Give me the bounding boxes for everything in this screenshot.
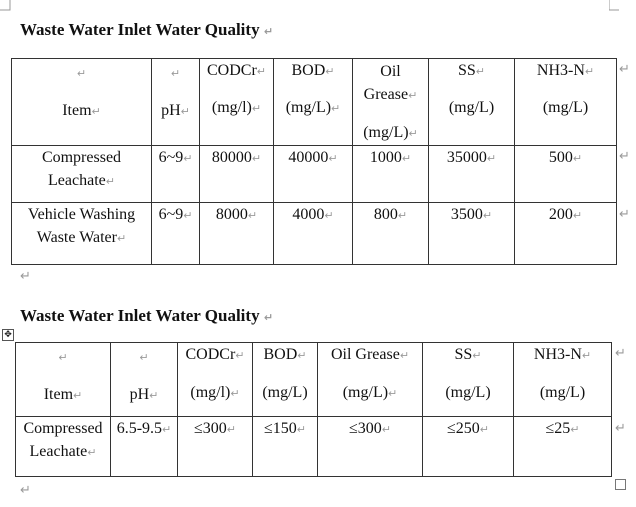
row1-item-cell[interactable] — [12, 146, 152, 203]
header-oil-grease-label: Oil Grease — [330, 346, 400, 363]
header-bod-cell[interactable] — [253, 343, 318, 417]
header-ss-cell[interactable] — [429, 59, 515, 146]
header-oil-label: Oil — [380, 63, 401, 80]
paragraph-mark: ↵ — [399, 349, 410, 362]
paragraph-mark: ↵ — [256, 65, 266, 78]
paragraph-mark: ↵ — [116, 232, 127, 245]
header-ph-label: pH — [161, 102, 181, 119]
row-end-mark: ↵ — [615, 346, 626, 361]
paragraph-mark: ↵ — [251, 152, 262, 165]
row1-oil-cell[interactable] — [353, 146, 429, 203]
paragraph-mark: ↵ — [162, 423, 172, 436]
row2-nh3-value: 200 — [548, 206, 573, 223]
paragraph-mark: ↵ — [139, 351, 149, 364]
row1-ph-value: 6.5-9.5 — [116, 420, 163, 437]
table-row — [12, 146, 617, 203]
row1-nh3-cell[interactable] — [515, 146, 617, 203]
row1-item-line2: Leachate — [29, 443, 88, 460]
page-corner-mark-top-left — [0, 0, 11, 11]
paragraph-mark: ↵ — [328, 152, 338, 165]
row2-item-line1: Vehicle Washing — [27, 206, 136, 223]
row2-bod-value: 4000 — [292, 206, 325, 223]
section1-table — [11, 58, 617, 265]
paragraph-mark: ↵ — [20, 269, 31, 284]
paragraph-mark: ↵ — [324, 209, 334, 222]
paragraph-mark: ↵ — [408, 89, 418, 102]
row1-oil-cell[interactable] — [318, 417, 423, 477]
paragraph-mark: ↵ — [247, 209, 258, 222]
header-ph-cell[interactable] — [111, 343, 178, 417]
paragraph-mark: ↵ — [73, 389, 83, 402]
header-nh3-label: NH3-N — [536, 62, 585, 79]
row1-item-cell[interactable] — [16, 417, 111, 477]
row2-codcr-value: 8000 — [215, 206, 248, 223]
header-nh3-unit: (mg/L) — [539, 384, 586, 401]
paragraph-mark: ↵ — [388, 387, 398, 400]
paragraph-mark: ↵ — [472, 349, 482, 362]
header-ss-cell[interactable] — [423, 343, 514, 417]
section1-title-text: Waste Water Inlet Water Quality — [20, 20, 260, 39]
header-bod-label: BOD — [291, 62, 326, 79]
paragraph-mark: ↵ — [263, 25, 274, 38]
paragraph-mark: ↵ — [570, 423, 580, 436]
row1-ss-value: 35000 — [446, 149, 487, 166]
row2-codcr-cell[interactable] — [200, 203, 274, 265]
row2-bod-cell[interactable] — [274, 203, 353, 265]
table-header-row — [12, 59, 617, 146]
paragraph-mark: ↵ — [170, 67, 181, 80]
row1-ss-cell[interactable] — [423, 417, 514, 477]
row1-ss-value: ≤250 — [447, 420, 480, 437]
row1-nh3-value: 500 — [548, 149, 573, 166]
table-move-handle[interactable]: ✥ — [2, 329, 14, 341]
paragraph-mark: ↵ — [251, 102, 262, 115]
header-item-cell[interactable] — [16, 343, 111, 417]
header-nh3-unit: (mg/L) — [542, 99, 589, 116]
section2-table — [15, 342, 612, 477]
row2-ss-cell[interactable] — [429, 203, 515, 265]
header-bod-cell[interactable] — [274, 59, 353, 146]
header-oil-unit: (mg/L) — [363, 124, 409, 141]
table-row — [16, 417, 612, 477]
section1-title — [20, 20, 273, 42]
paragraph-mark: ↵ — [235, 349, 245, 362]
header-item-label: Item — [62, 102, 92, 119]
row-end-mark: ↵ — [619, 62, 630, 77]
row1-item-line1: Compressed — [23, 420, 103, 437]
paragraph-mark: ↵ — [183, 209, 193, 222]
paragraph-mark: ↵ — [397, 209, 408, 222]
row1-nh3-value: ≤25 — [545, 420, 571, 437]
header-ss-label: SS — [454, 346, 473, 363]
header-codcr-cell[interactable] — [178, 343, 253, 417]
page-corner-mark-top-right — [609, 0, 620, 11]
row1-bod-value: 40000 — [288, 149, 329, 166]
row2-item-cell[interactable] — [12, 203, 152, 265]
row1-ph-cell[interactable] — [111, 417, 178, 477]
paragraph-mark: ↵ — [105, 175, 115, 188]
row2-nh3-cell[interactable] — [515, 203, 617, 265]
header-ph-label: pH — [129, 386, 150, 403]
paragraph-mark: ↵ — [581, 349, 592, 362]
paragraph-mark: ↵ — [183, 152, 193, 165]
table-header-row — [16, 343, 612, 417]
row1-nh3-cell[interactable] — [514, 417, 612, 477]
row1-item-line1: Compressed — [41, 149, 122, 166]
header-ss-unit: (mg/L) — [445, 384, 491, 401]
row2-ph-value: 6~9 — [158, 206, 184, 223]
table-resize-handle[interactable] — [615, 479, 626, 490]
header-oil-grease-cell[interactable] — [353, 59, 429, 146]
row2-item-line2: Waste Water — [36, 229, 117, 246]
row1-ss-cell[interactable] — [429, 146, 515, 203]
row1-codcr-cell[interactable] — [178, 417, 253, 477]
paragraph-mark: ↵ — [149, 389, 159, 402]
paragraph-mark: ↵ — [20, 483, 31, 498]
paragraph-mark: ↵ — [572, 209, 583, 222]
paragraph-mark: ↵ — [263, 311, 274, 324]
header-codcr-cell[interactable] — [200, 59, 274, 146]
paragraph-mark: ↵ — [475, 65, 485, 78]
row1-codcr-value: ≤300 — [194, 420, 227, 437]
header-grease-label: Grease — [363, 86, 409, 103]
header-oil-grease-cell[interactable] — [318, 343, 423, 417]
paragraph-mark: ↵ — [297, 349, 307, 362]
row2-oil-cell[interactable] — [353, 203, 429, 265]
paragraph-mark: ↵ — [226, 423, 236, 436]
row-end-mark: ↵ — [619, 207, 630, 222]
paragraph-mark: ↵ — [486, 152, 497, 165]
section2-title — [20, 306, 273, 328]
row1-ph-cell[interactable] — [152, 146, 200, 203]
header-item-cell[interactable] — [12, 59, 152, 146]
paragraph-mark: ↵ — [482, 209, 493, 222]
row1-bod-value: ≤150 — [264, 420, 297, 437]
row1-ph-value: 6~9 — [158, 149, 184, 166]
paragraph-mark: ↵ — [230, 387, 240, 400]
header-nh3-label: NH3-N — [533, 346, 582, 363]
row2-oil-value: 800 — [373, 206, 398, 223]
header-bod-unit: (mg/L) — [285, 99, 332, 116]
paragraph-mark: ↵ — [408, 127, 418, 140]
row1-bod-cell[interactable] — [274, 146, 353, 203]
paragraph-mark: ↵ — [584, 65, 595, 78]
header-ph-cell[interactable] — [152, 59, 200, 146]
header-item-label: Item — [43, 386, 74, 403]
row2-ss-value: 3500 — [450, 206, 483, 223]
paragraph-mark: ↵ — [325, 65, 335, 78]
paragraph-mark: ↵ — [180, 105, 190, 118]
header-bod-label: BOD — [263, 346, 298, 363]
paragraph-mark: ↵ — [572, 152, 583, 165]
paragraph-mark: ↵ — [479, 423, 489, 436]
header-codcr-unit: (mg/l) — [190, 384, 231, 401]
row1-oil-value: ≤300 — [349, 420, 382, 437]
paragraph-mark: ↵ — [331, 102, 341, 115]
row2-ph-cell[interactable] — [152, 203, 200, 265]
row1-oil-value: 1000 — [369, 149, 402, 166]
header-codcr-label: CODCr — [185, 346, 236, 363]
paragraph-mark: ↵ — [58, 351, 68, 364]
paragraph-mark: ↵ — [91, 105, 101, 118]
row-end-mark: ↵ — [615, 421, 626, 436]
section2-title-text: Waste Water Inlet Water Quality — [20, 306, 260, 325]
header-bod-unit: (mg/L) — [262, 384, 308, 401]
paragraph-mark: ↵ — [87, 446, 97, 459]
header-ss-label: SS — [457, 62, 476, 79]
header-nh3-cell[interactable] — [515, 59, 617, 146]
header-ss-unit: (mg/L) — [448, 99, 495, 116]
paragraph-mark: ↵ — [381, 423, 391, 436]
row-end-mark: ↵ — [619, 149, 630, 164]
row1-codcr-cell[interactable] — [200, 146, 274, 203]
paragraph-mark: ↵ — [296, 423, 306, 436]
row1-codcr-value: 80000 — [211, 149, 252, 166]
header-oil-unit: (mg/L) — [342, 384, 389, 401]
table-row — [12, 203, 617, 265]
header-codcr-unit: (mg/l) — [211, 99, 252, 116]
header-nh3-cell[interactable] — [514, 343, 612, 417]
paragraph-mark: ↵ — [401, 152, 412, 165]
row1-bod-cell[interactable] — [253, 417, 318, 477]
header-codcr-label: CODCr — [207, 62, 257, 79]
paragraph-mark: ↵ — [76, 67, 87, 80]
row1-item-line2: Leachate — [48, 172, 106, 189]
